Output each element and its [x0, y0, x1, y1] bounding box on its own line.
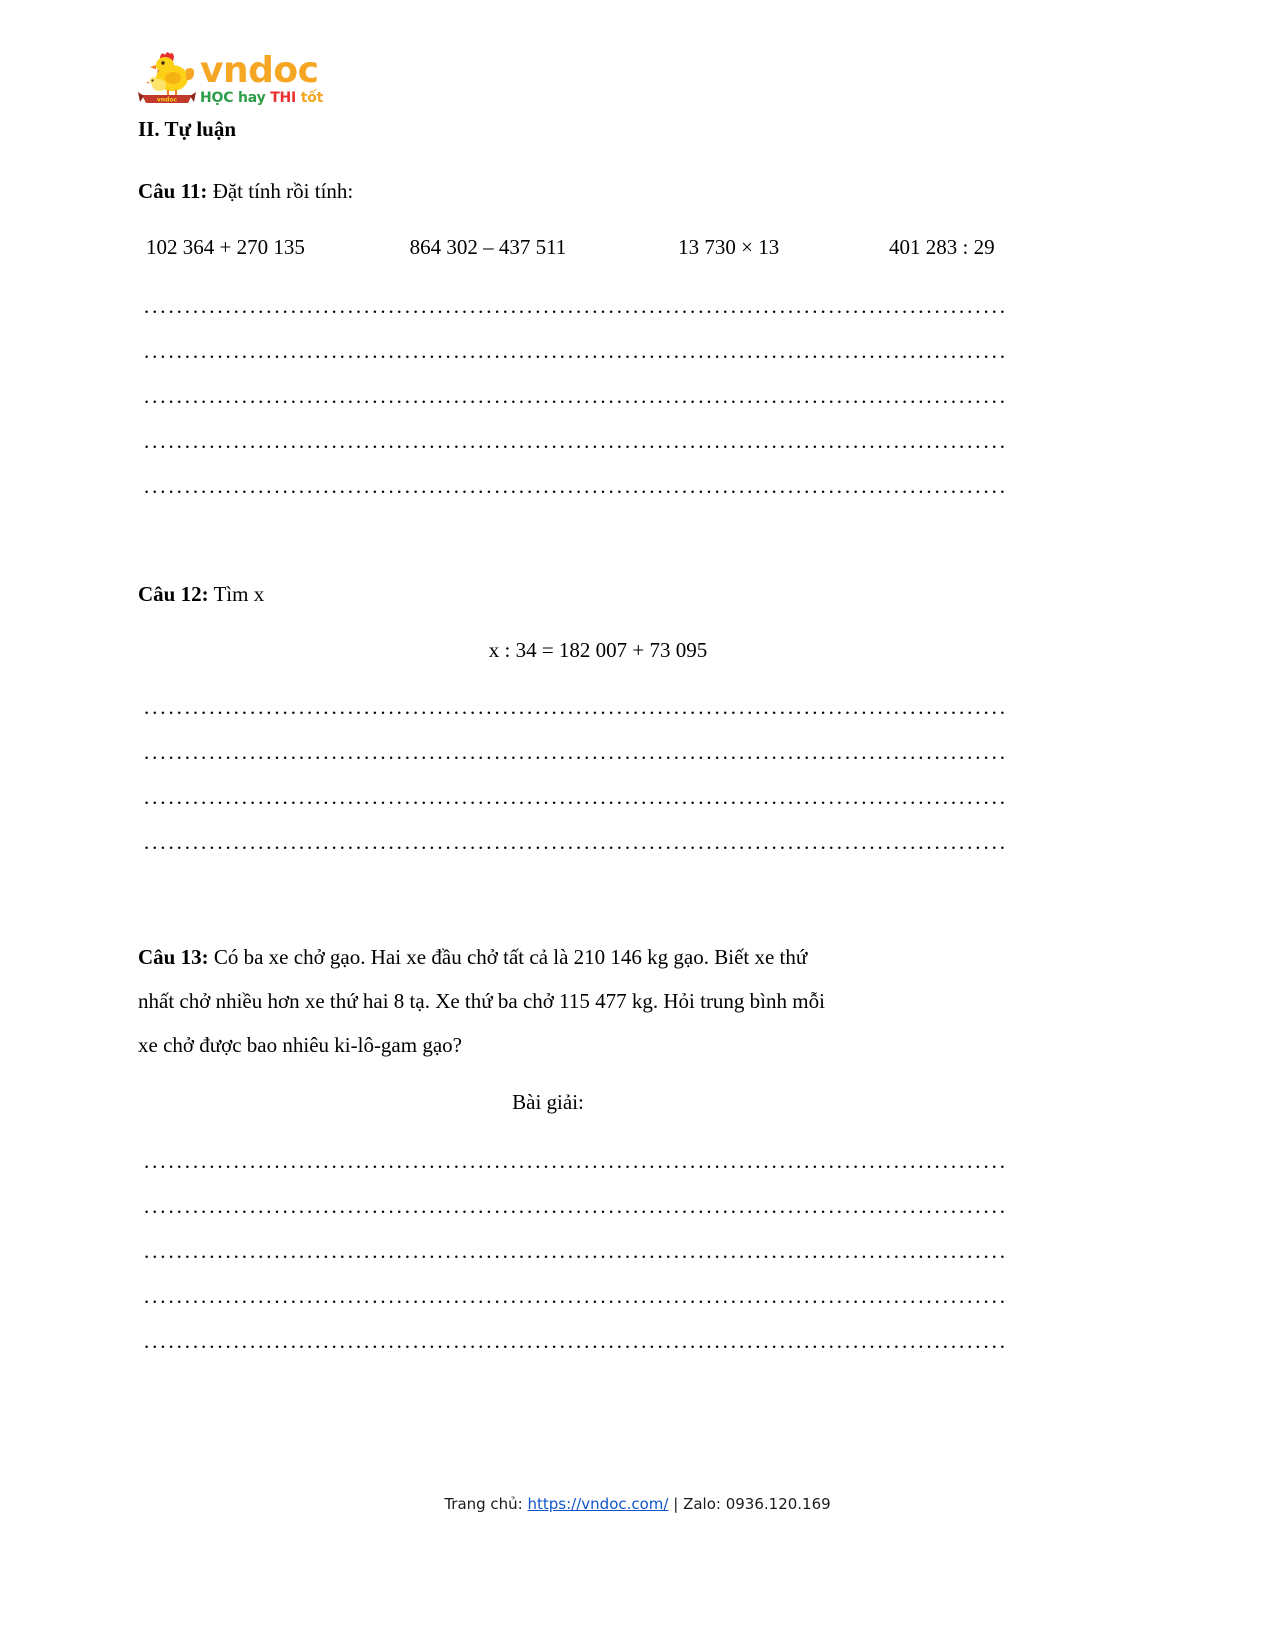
expression-3: 13 730 × 13 — [678, 235, 780, 259]
question-11-label: Câu 11: — [138, 179, 208, 203]
expression-2: 864 302 – 437 511 — [409, 235, 567, 259]
answer-line[interactable]: .......................................................................................................... — [144, 1284, 1008, 1308]
footer-prefix: Trang chủ: — [444, 1495, 528, 1513]
answer-line[interactable]: .......................................................................................................... — [144, 384, 1008, 408]
answer-line[interactable]: .......................................................................................................... — [144, 1239, 1008, 1263]
question-12-text: Tìm x — [208, 582, 265, 606]
answer-line[interactable]: .......................................................................................................... — [144, 785, 1008, 809]
spacer — [138, 865, 1068, 935]
expression-1: 102 364 + 270 135 — [146, 235, 305, 259]
question-11-expressions — [146, 232, 1068, 262]
question-13-line-3: xe chở được bao nhiêu ki-lô-gam gạo? — [138, 1033, 462, 1057]
solution-label: Bài giải: — [512, 1090, 584, 1114]
svg-text:vndoc: vndoc — [156, 96, 178, 104]
answer-line[interactable]: .......................................................................................................... — [144, 1194, 1008, 1218]
tagline-tot: tốt — [300, 90, 324, 106]
answer-line[interactable]: .......................................................................................................... — [144, 1149, 1008, 1173]
question-11-prompt — [138, 176, 1068, 206]
tagline-thi: THI — [270, 90, 297, 106]
question-12-equation: x : 34 = 182 007 + 73 095 — [488, 638, 708, 662]
chicken-mascot-icon — [138, 48, 196, 108]
answer-line[interactable]: .......................................................................................................... — [144, 429, 1008, 453]
answer-line[interactable]: .......................................................................................................... — [144, 1329, 1008, 1353]
answer-line[interactable]: .......................................................................................................... — [144, 695, 1008, 719]
answer-line[interactable]: .......................................................................................................... — [144, 294, 1008, 318]
question-13-prompt — [138, 935, 1068, 979]
answer-line[interactable]: .......................................................................................................... — [144, 339, 1008, 363]
section-title: II. Tự luận — [138, 117, 237, 141]
answer-line[interactable]: .......................................................................................................... — [144, 474, 1008, 498]
expression-4: 401 283 : 29 — [888, 235, 995, 259]
question-12-prompt — [138, 579, 1068, 609]
logo-wordmark: vndoc — [200, 50, 319, 91]
page-footer — [0, 1494, 1275, 1514]
question-12-label: Câu 12: — [138, 582, 209, 606]
question-13-answer-area — [138, 1139, 1068, 1364]
answer-line[interactable]: .......................................................................................................... — [144, 740, 1008, 764]
tagline-hay: hay — [237, 90, 266, 106]
answer-line[interactable]: .......................................................................................................... — [144, 830, 1008, 854]
footer-suffix: | Zalo: 0936.120.169 — [668, 1495, 831, 1513]
question-13-line-2: nhất chở nhiều hơn xe thứ hai 8 tạ. Xe thứ ba chở 115 477 kg. Hỏi trung bình mỗi — [138, 989, 825, 1013]
logo-tagline — [200, 90, 323, 106]
spacer — [138, 509, 1068, 579]
question-11-text: Đặt tính rồi tính: — [207, 179, 354, 203]
question-12-answer-area — [138, 685, 1068, 865]
question-13-line-1: Có ba xe chở gạo. Hai xe đầu chở tất cả là 210 146 kg gạo. Biết xe thứ — [208, 945, 808, 969]
question-13-label: Câu 13: — [138, 945, 209, 969]
vndoc-logo — [138, 48, 1068, 110]
footer-homepage-link[interactable]: https://vndoc.com/ — [527, 1495, 669, 1513]
document-content — [138, 48, 1068, 1364]
question-11-answer-area — [138, 284, 1068, 509]
tagline-hoc: HỌC — [200, 90, 234, 106]
